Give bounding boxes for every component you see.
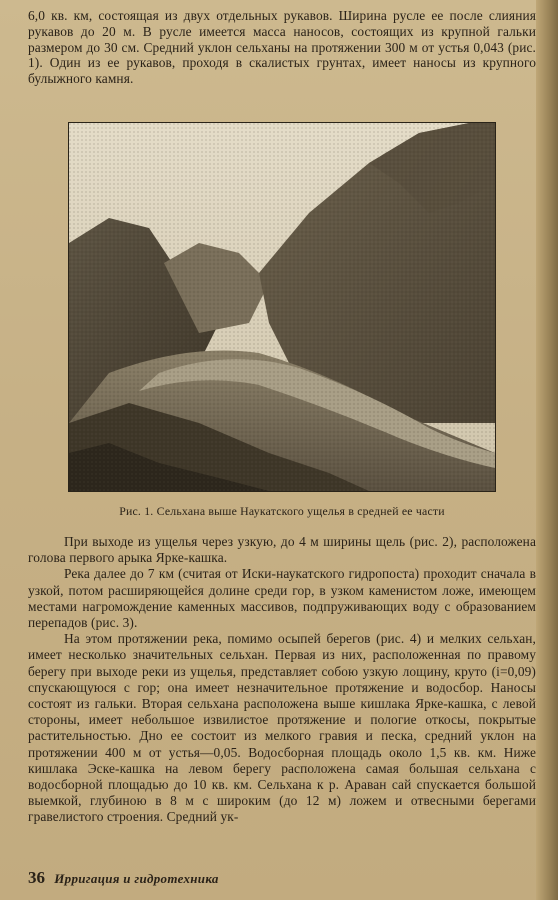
- body-text-block: [28, 534, 536, 826]
- book-spine: [536, 0, 558, 900]
- figure-caption: Рис. 1. Сельхана выше Наукатского ущелья в средней ее части: [119, 504, 445, 518]
- running-title: Ирригация и гидротехника: [54, 871, 219, 886]
- top-text-block: [28, 8, 536, 87]
- page-number: 36: [28, 868, 45, 887]
- paragraph-continued: 6,0 кв. км, состоящая из двух отдельных рукавов. Ширина русле ее после слияния рукавов до 20 м. В русле имеется масса наносов, состоящих из крупной гальки размером до 30 см. Средний уклон сельханы на протяжении 300 м от устья 0,043 (рис. 1). Один из ее рукавов, проходя в скалистых грунтах, имеет наносы из крупного булыжного камня.: [28, 8, 536, 87]
- paragraph: При выходе из ущелья через узкую, до 4 м ширины щель (рис. 2), расположена голова первого арыка Ярке-кашка.: [28, 534, 536, 566]
- valley-photo-illustration: [69, 123, 495, 491]
- paragraph: На этом протяжении река, помимо осыпей берегов (рис. 4) и мелких сельхан, имеет несколько значительных сельхан. Первая из них, расположенная по правому берегу при выходе реки из ущелья, представляет собою узкую лощину, круто (i=0,09) спускающуюся с гор; она имеет незначительное протяжение и водосбор. Наносы состоят из гальки. Вторая сельхана расположена выше кишлака Ярке-кашка, с левой стороны, имеет небольшое извилистое протяжение и пологие откосы, покрытые растительностью. Дно ее состоит из мелкого гравия и песка, средний уклон на протяжении 400 м от устья—0,05. Водосборная площадь около 1,5 кв. км. Ниже кишлака Эске-кашка на левом берегу расположена самая большая сельхана с водосборной площадью до 10 кв. км. Сельхана к р. Араван сай спускается большой выемкой, глубиною в 8 м с широким (до 12 м) ложем и отвесными берегами гравелистого строения. Средний ук-: [28, 631, 536, 825]
- page-footer: [28, 868, 536, 888]
- paragraph: Река далее до 7 км (считая от Иски-наукатского гидропоста) проходит сначала в узкой, потом расширяющейся долине среди гор, в узком каменистом ложе, имеющем местами нагромождение каменных массивов, подпруживающих воду с образованием перепадов (рис. 3).: [28, 566, 536, 631]
- figure-photo-valley: [68, 122, 496, 492]
